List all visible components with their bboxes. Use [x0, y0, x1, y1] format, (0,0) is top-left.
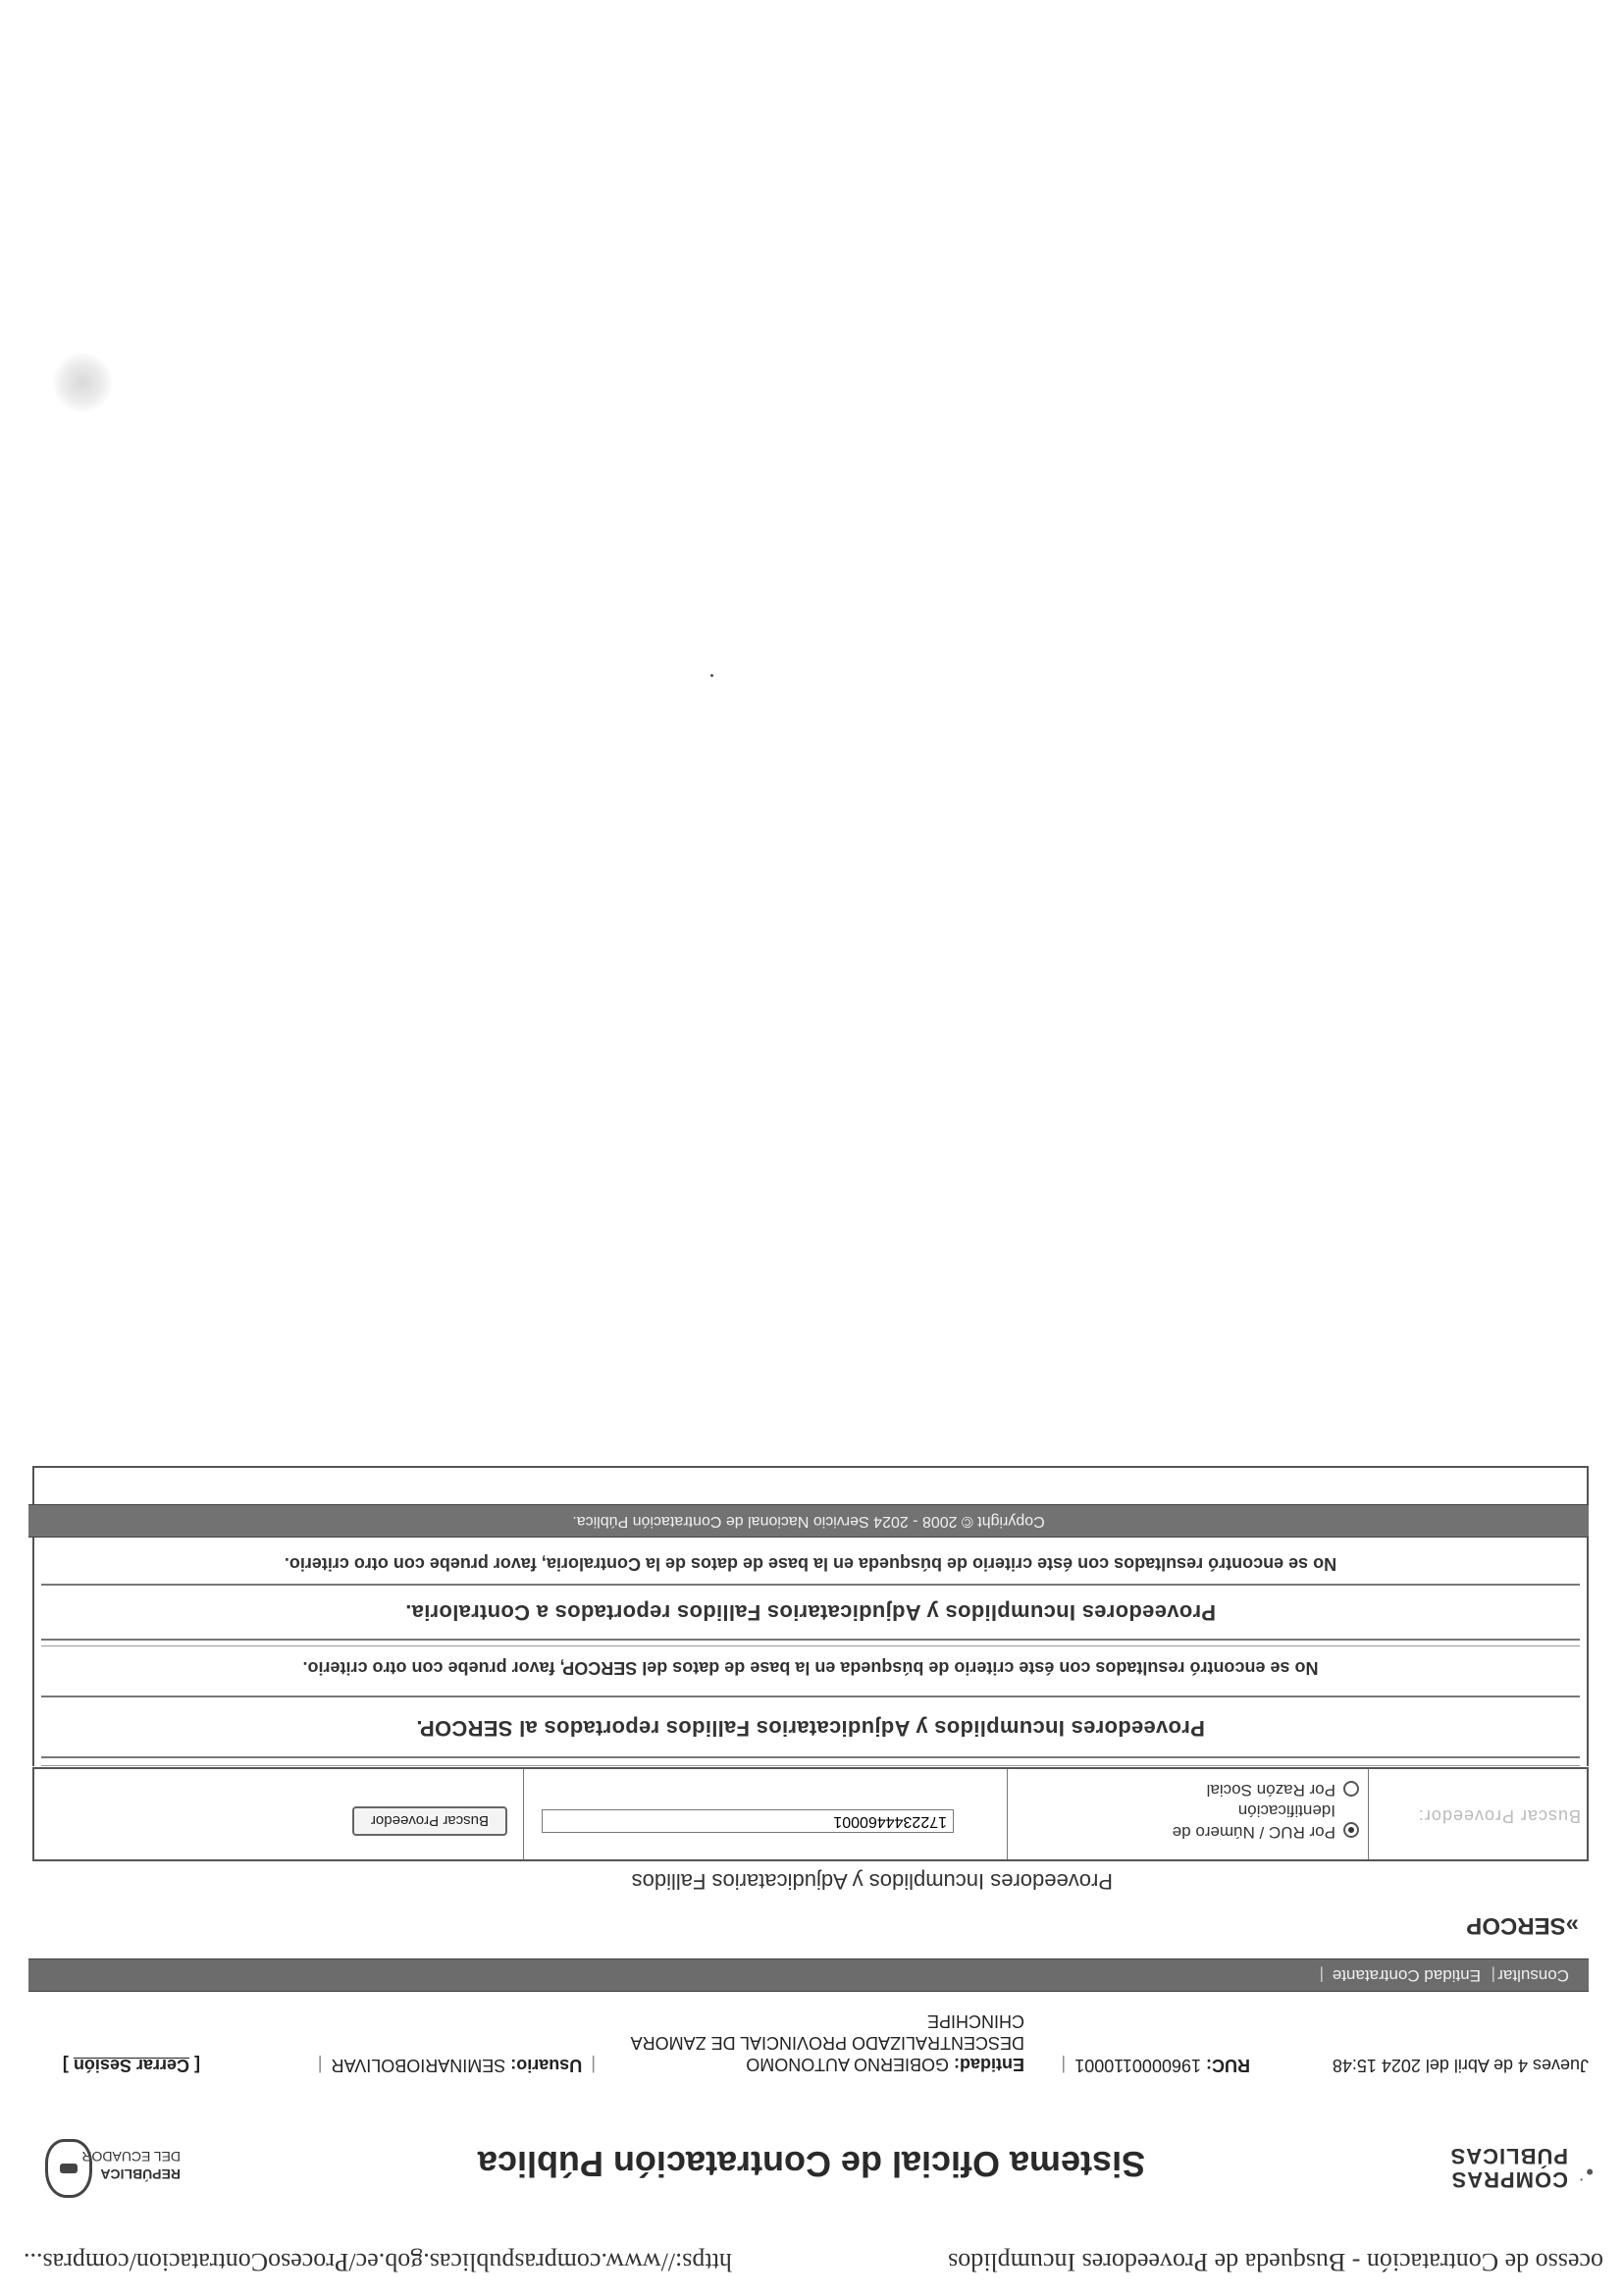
radio-ruc[interactable]	[1343, 1822, 1359, 1838]
user-value: SEMINARIOBOLIVAR	[331, 2056, 506, 2075]
user-label: Usuario:	[510, 2056, 583, 2075]
faint-stamp-mark	[53, 353, 112, 412]
logout-link[interactable]: [ Cerrar Sesión ]	[62, 2056, 200, 2075]
search-provider-button[interactable]: Buscar Proveedor	[352, 1806, 507, 1836]
entity-label: Entidad:	[954, 2055, 1024, 2074]
scan-speck	[710, 674, 713, 677]
logo-line-2: PÚBLICAS	[1449, 2144, 1568, 2168]
divider	[1368, 1769, 1369, 1859]
print-page-title: ocesso de Contratación - Busqueda de Proveedores Incumplidos	[948, 2248, 1603, 2276]
seal-line-1: REPÚBLICA	[100, 2166, 181, 2182]
logo-line-1: COMPRAS	[1450, 2167, 1568, 2192]
entity-info	[602, 2010, 1024, 2075]
page-title: Proveedores Incumplidos y Adjudicatarios Fallidos	[631, 1869, 1113, 1894]
divider	[41, 1584, 1580, 1586]
nav-separator: |	[1319, 1966, 1324, 1985]
sercop-results-message: No se encontró resultados con éste criterio de búsqueda en la base de datos del SERCOP, favor pruebe con otro criterio.	[302, 1658, 1319, 1678]
radio-razon-social[interactable]	[1343, 1781, 1359, 1797]
ecuador-seal	[24, 2119, 220, 2198]
nav-separator: |	[1491, 1966, 1495, 1985]
nav-item-consultar[interactable]: Consultar	[1497, 1966, 1569, 1985]
sercop-results-title: Proveedores Incumplidos y Adjudicatarios Fallidos reportados al SERCOP.	[416, 1716, 1205, 1741]
ruc-search-input[interactable]	[542, 1809, 954, 1833]
search-panel	[32, 1767, 1589, 1861]
ruc-value: 1960000110001	[1074, 2056, 1201, 2075]
print-header	[24, 2237, 1603, 2276]
print-page-url: https://www.compraspublicas.gob.ec/ProcesoContratacion/compras...	[24, 2248, 732, 2276]
logo-dots-icon: •˙	[1574, 2160, 1594, 2184]
divider	[41, 1639, 1580, 1641]
contraloria-results-message: No se encontró resultados con éste criterio de búsqueda en la base de datos de la Contraloria, favor pruebe con otro criterio.	[284, 1554, 1337, 1574]
seal-line-2: DEL ECUADOR	[81, 2149, 181, 2165]
coat-of-arms-icon	[45, 2139, 92, 2198]
ruc-label: RUC:	[1206, 2056, 1250, 2075]
divider	[41, 1696, 1580, 1697]
ruc-info: RUC: 1960000110001 |	[1061, 2056, 1250, 2075]
radio-ruc-label-1[interactable]: Por RUC / Número de	[1172, 1823, 1335, 1842]
user-info: | Usuario: SEMINARIOBOLIVAR |	[317, 2056, 596, 2075]
divider	[41, 1765, 1580, 1766]
search-label: Buscar Proveedor:	[1417, 1806, 1581, 1826]
system-title: Sistema Oficial de Contratación Pública	[477, 2144, 1146, 2184]
radio-ruc-label-2[interactable]: Identificación	[1237, 1801, 1335, 1820]
divider	[41, 1756, 1580, 1758]
breadcrumb[interactable]: »SERCOP	[1466, 1912, 1579, 1939]
main-nav	[28, 1958, 1589, 1992]
current-date: Jueves 4 de Abril del 2024 15:48	[1332, 2056, 1589, 2075]
compras-publicas-logo	[1368, 2125, 1594, 2194]
radio-razon-social-label[interactable]: Por Razón Social	[1206, 1781, 1335, 1800]
logout-label[interactable]: Cerrar Sesión	[73, 2056, 189, 2075]
contraloria-results-title: Proveedores Incumplidos y Adjudicatarios Fallidos reportados a Contraloria.	[404, 1600, 1217, 1625]
entity-value: GOBIERNO AUTONOMO DESCENTRALIZADO PROVINCIAL DE ZAMORA CHINCHIPE	[631, 2011, 1024, 2074]
copyright-bar: Copyright © 2008 - 2024 Servicio Nacional de Contratación Pública.	[28, 1504, 1589, 1538]
divider	[1007, 1769, 1008, 1859]
divider	[523, 1769, 524, 1859]
divider	[41, 1645, 1580, 1646]
nav-item-entidad-contratante[interactable]: Entidad Contratante	[1332, 1966, 1481, 1985]
